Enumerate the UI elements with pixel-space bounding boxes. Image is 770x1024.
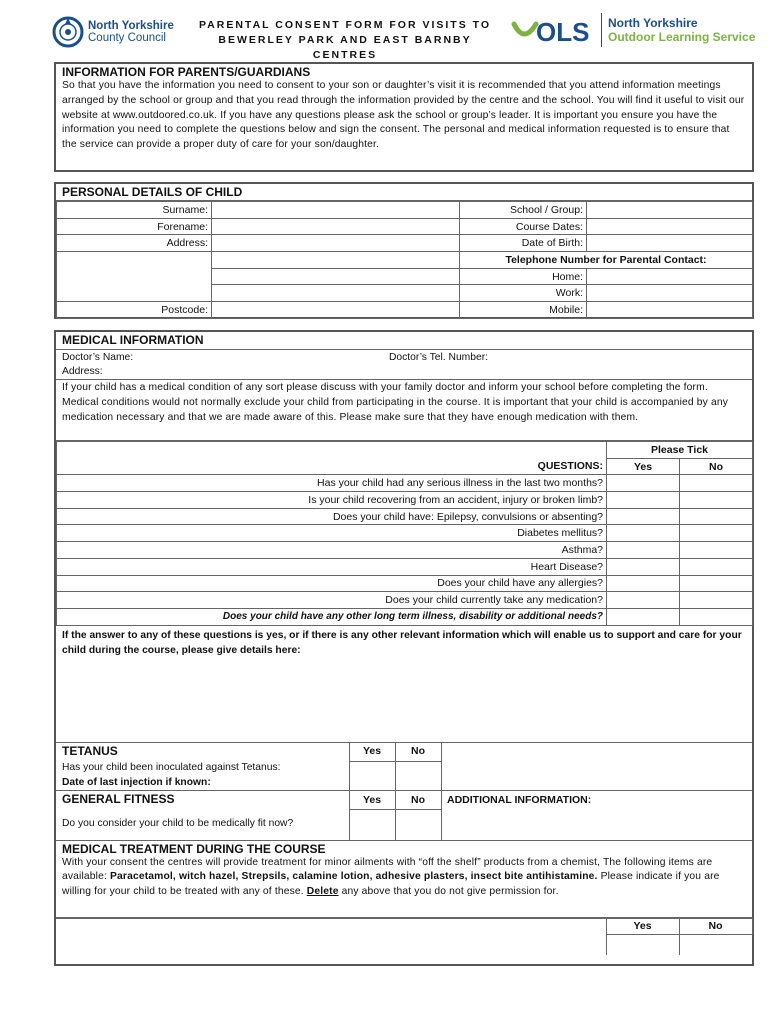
address-field-3[interactable] (212, 268, 460, 285)
tetanus-no-header: No (411, 744, 425, 757)
question-row (57, 475, 753, 492)
doctor-name-label: Doctor’s Name: (62, 352, 134, 363)
no-checkbox[interactable] (680, 508, 753, 525)
question-text-long-term: Does your child have any other long term illness, disability or additional needs? (57, 608, 607, 625)
question-row (57, 592, 753, 609)
fitness-yes-checkbox[interactable] (349, 810, 395, 840)
forename-field[interactable] (212, 218, 460, 235)
address-label: Address: (57, 235, 212, 252)
org-name-line2: County Council (88, 32, 166, 44)
postcode-field[interactable] (212, 302, 460, 319)
ols-name-line2: Outdoor Learning Service (608, 30, 756, 44)
treatment-no-checkbox[interactable] (679, 935, 752, 955)
yes-header: Yes (607, 458, 680, 475)
fitness-question: Do you consider your child to be medically fit now? (62, 817, 294, 829)
treatment-table (56, 918, 753, 955)
address-field-2[interactable] (212, 252, 460, 269)
no-checkbox[interactable] (680, 592, 753, 609)
question-text: Does your child have: Epilepsy, convulsions or absenting? (57, 508, 607, 525)
details-area[interactable] (56, 626, 752, 743)
question-text: Is your child recovering from an accident, injury or broken limb? (57, 492, 607, 509)
treatment-yes-checkbox[interactable] (606, 935, 679, 955)
medical-section (54, 330, 754, 966)
fitness-block (56, 791, 752, 841)
course-dates-label: Course Dates: (460, 218, 587, 235)
fitness-no-checkbox[interactable] (395, 810, 441, 840)
forename-label: Forename: (57, 218, 212, 235)
tetanus-block (56, 743, 752, 791)
no-checkbox[interactable] (680, 575, 753, 592)
no-checkbox[interactable] (680, 475, 753, 492)
ols-logo-mark (510, 10, 595, 50)
course-dates-field[interactable] (587, 218, 753, 235)
yes-checkbox[interactable] (607, 592, 680, 609)
question-row (57, 575, 753, 592)
telephone-heading: Telephone Number for Parental Contact: (460, 252, 753, 269)
treatment-text (62, 856, 746, 900)
yes-checkbox[interactable] (607, 492, 680, 509)
surname-field[interactable] (212, 202, 460, 219)
yes-checkbox[interactable] (607, 608, 680, 625)
details-prompt: If the answer to any of these questions is yes, or if there is any other relevant information which will enable us to support and care for your child during the course, please give details here: (62, 629, 742, 656)
additional-info-label: ADDITIONAL INFORMATION: (447, 793, 592, 806)
ols-name-line1: North Yorkshire (608, 16, 698, 30)
no-checkbox[interactable] (680, 525, 753, 542)
mobile-phone-field[interactable] (587, 302, 753, 319)
address-field-4[interactable] (212, 285, 460, 302)
tetanus-title: TETANUS (62, 743, 118, 758)
personal-section (54, 182, 754, 319)
treatment-block (56, 841, 752, 918)
no-checkbox[interactable] (680, 608, 753, 625)
question-row (57, 608, 753, 625)
tetanus-yes-header: Yes (362, 744, 382, 757)
work-label: Work: (460, 285, 587, 302)
postcode-label: Postcode: (57, 302, 212, 319)
fitness-no-header: No (411, 793, 425, 806)
personal-table (56, 201, 753, 319)
surname-label: Surname: (57, 202, 212, 219)
additional-info-field[interactable] (442, 809, 752, 840)
school-field[interactable] (587, 202, 753, 219)
please-tick-label: Please Tick (607, 442, 753, 459)
dob-label: Date of Birth: (460, 235, 587, 252)
fitness-title: GENERAL FITNESS (62, 791, 175, 806)
question-text: Has your child had any serious illness in the last two months? (57, 475, 607, 492)
logo-divider (601, 13, 602, 47)
tetanus-date-label: Date of last injection if known: (62, 776, 211, 788)
info-text: So that you have the information you need to consent to your son or daughter’s visit it is recommended that you attend information meetings arranged by the school or group and that you read through the information provided by the centre and the school. You will find it useful to visit our website at www.outdoored.co.uk. If you have any questions please ask the school or group’s leader. It is important you ensure you have the information you need to complete the questions below and sign the consent. The personal and medical information requested is to ensure that the service can provide a proper duty of care for your son/daughter. (62, 80, 745, 151)
question-text: Does your child currently take any medication? (57, 592, 607, 609)
tetanus-notes-field[interactable] (442, 743, 752, 790)
treatment-no-header: No (679, 918, 752, 935)
doctor-address-label: Address: (62, 366, 103, 377)
ols-logo-text: OLS (536, 17, 590, 47)
treatment-items: Paracetamol, witch hazel, Strepsils, calamine lotion, adhesive plasters, insect bite antihistamine. (110, 871, 598, 883)
fitness-yes-header: Yes (362, 793, 382, 806)
treatment-spacer (56, 918, 606, 955)
yes-checkbox[interactable] (607, 558, 680, 575)
nycc-logo (52, 12, 182, 52)
treatment-text-end: any above that you do not give permission for. (338, 886, 559, 898)
ols-logo (510, 10, 760, 50)
tetanus-no-checkbox[interactable] (395, 762, 441, 790)
info-title: INFORMATION FOR PARENTS/GUARDIANS (62, 65, 311, 79)
tetanus-question: Has your child been inoculated against Tetanus: (62, 761, 281, 773)
personal-title: PERSONAL DETAILS OF CHILD (56, 184, 752, 201)
question-text: Asthma? (57, 542, 607, 559)
home-phone-field[interactable] (587, 268, 753, 285)
question-text: Diabetes mellitus? (57, 525, 607, 542)
questions-spacer (57, 442, 607, 459)
address-spacer (57, 252, 212, 302)
mobile-label: Mobile: (460, 302, 587, 319)
doctor-block (56, 350, 752, 380)
doctor-tel-label: Doctor’s Tel. Number: (389, 352, 489, 363)
no-header: No (680, 458, 753, 475)
yes-checkbox[interactable] (607, 542, 680, 559)
org-name-line1: North Yorkshire (88, 20, 174, 32)
info-section (54, 62, 754, 172)
rose-emblem-icon (52, 14, 84, 50)
form-title-line1: PARENTAL CONSENT FORM FOR VISITS TO (198, 19, 492, 31)
home-label: Home: (460, 268, 587, 285)
treatment-yes-header: Yes (606, 918, 679, 935)
questions-label: QUESTIONS: (57, 458, 607, 475)
medical-questions-table (56, 441, 753, 626)
treatment-text-middle: Please indicate if you are willing for your child to be treated with any of these. (62, 871, 720, 898)
form-title-line2: BEWERLEY PARK AND EAST BARNBY CENTRES (218, 34, 472, 61)
question-row (57, 492, 753, 509)
yes-checkbox[interactable] (607, 525, 680, 542)
no-checkbox[interactable] (680, 542, 753, 559)
question-row (57, 525, 753, 542)
medical-title: MEDICAL INFORMATION (56, 332, 752, 350)
tetanus-yes-checkbox[interactable] (349, 762, 395, 790)
no-checkbox[interactable] (680, 492, 753, 509)
page-header (0, 0, 770, 60)
form-title (185, 18, 505, 63)
medical-text: If your child has a medical condition of any sort please discuss with your family doctor and inform your school before completing the form. Medical conditions would not normally exclude your child from participating in the course. It is important that your child is accompanied by any medication necessary and that we are made aware of this. Please make sure that they have enough medication with them. (56, 380, 752, 441)
yes-checkbox[interactable] (607, 475, 680, 492)
work-phone-field[interactable] (587, 285, 753, 302)
yes-checkbox[interactable] (607, 508, 680, 525)
dob-field[interactable] (587, 235, 753, 252)
question-row (57, 508, 753, 525)
treatment-title: MEDICAL TREATMENT DURING THE COURSE (62, 841, 326, 856)
question-text: Heart Disease? (57, 558, 607, 575)
yes-checkbox[interactable] (607, 575, 680, 592)
address-field-1[interactable] (212, 235, 460, 252)
treatment-text-intro: With your consent the centres will provide treatment for minor ailments with “off the shelf” products from a chemist, The following items are available: (62, 856, 713, 883)
question-row (57, 542, 753, 559)
no-checkbox[interactable] (680, 558, 753, 575)
treatment-delete-word: Delete (306, 886, 339, 898)
school-label: School / Group: (460, 202, 587, 219)
question-text: Does your child have any allergies? (57, 575, 607, 592)
question-row (57, 558, 753, 575)
